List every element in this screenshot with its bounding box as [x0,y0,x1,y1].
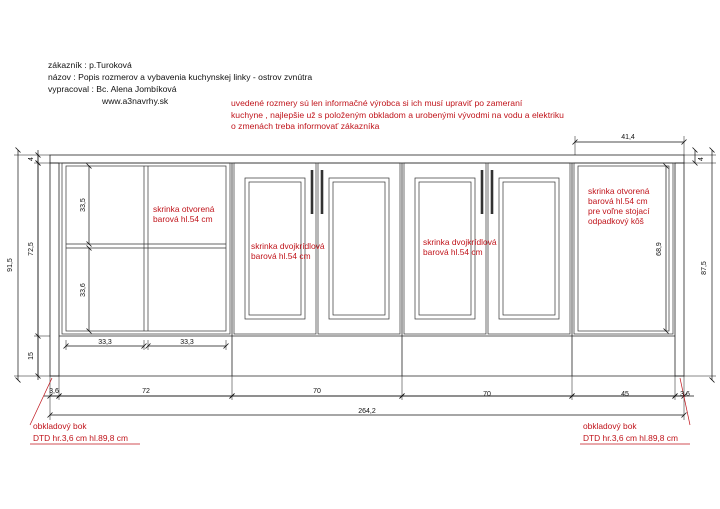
dim-left-plinth: 15 [28,352,35,360]
dim-side-right: 3,6 [680,391,690,398]
drawing-title: názov : Popis rozmerov a vybavenia kuchynskej linky - ostrov zvnútra [48,72,313,82]
double-door-2-label-2: barová hl.54 cm [423,247,483,257]
dim-left-upper: 72,5 [28,242,35,256]
dimension-lines [14,136,716,420]
countertop [50,155,684,163]
side-right-label-1: obkladový bok [583,421,637,431]
side-left-label-1: obkladový bok [33,421,87,431]
dim-top-left: 4 [28,157,35,161]
dim-section-2: 70 [313,388,321,395]
open-right-label-4: odpadkový kôš [588,216,644,226]
website-link[interactable]: www.a3navrhy.sk [102,96,169,106]
dim-section-4: 45 [621,391,629,398]
dim-shelf-lower: 33,6 [80,283,87,297]
double-door-2-label-1: skrinka dvojkrídlová [423,237,497,247]
side-panel-labels [33,421,678,443]
dim-open-width-b: 33,3 [180,339,194,346]
open-right-label-3: pre voľne stojací [588,206,650,216]
dim-top-right: 4 [698,157,705,161]
dim-open-width-a: 33,3 [98,339,112,346]
dim-right-total: 87,5 [701,261,708,275]
dim-section-1: 72 [142,388,150,395]
open-left-label-2: barová hl.54 cm [153,214,213,224]
side-left-label-2: DTD hr.3,6 cm hl.89,8 cm [33,433,128,443]
dim-shelf-upper: 33,5 [80,198,87,212]
dim-right-inner: 68,9 [656,242,663,256]
open-right-label-2: barová hl.54 cm [588,196,648,206]
double-door-1-label-2: barová hl.54 cm [251,251,311,261]
open-left-label-1: skrinka otvorená [153,204,215,214]
open-right-label-1: skrinka otvorená [588,186,650,196]
author-line: vypracoval : Bc. Alena Jombíková [48,84,177,94]
disclaimer-line-3: o zmenách treba informovať zákazníka [231,121,380,131]
disclaimer-line-2: kuchyne , najlepšie už s položeným obkladom a urobenými vývodmi na vodu a elektriku [231,110,564,120]
dim-left-total: 91,5 [7,258,14,272]
dim-right-top-width: 41,4 [621,134,635,141]
dim-side-left: 3,6 [49,388,59,395]
open-cabinet-left [62,163,230,334]
dim-section-3: 70 [483,391,491,398]
dim-overall: 264,2 [358,408,376,415]
side-panel-left [50,163,59,376]
double-door-1-label-1: skrinka dvojkrídlová [251,241,325,251]
disclaimer-line-1: uvedené rozmery sú len informačné výrobca si ich musí upraviť po zameraní [231,98,523,108]
side-right-label-2: DTD hr.3,6 cm hl.89,8 cm [583,433,678,443]
dimension-labels [7,134,708,415]
customer-line: zákazník : p.Turoková [48,60,132,70]
side-panel-right [675,163,684,376]
